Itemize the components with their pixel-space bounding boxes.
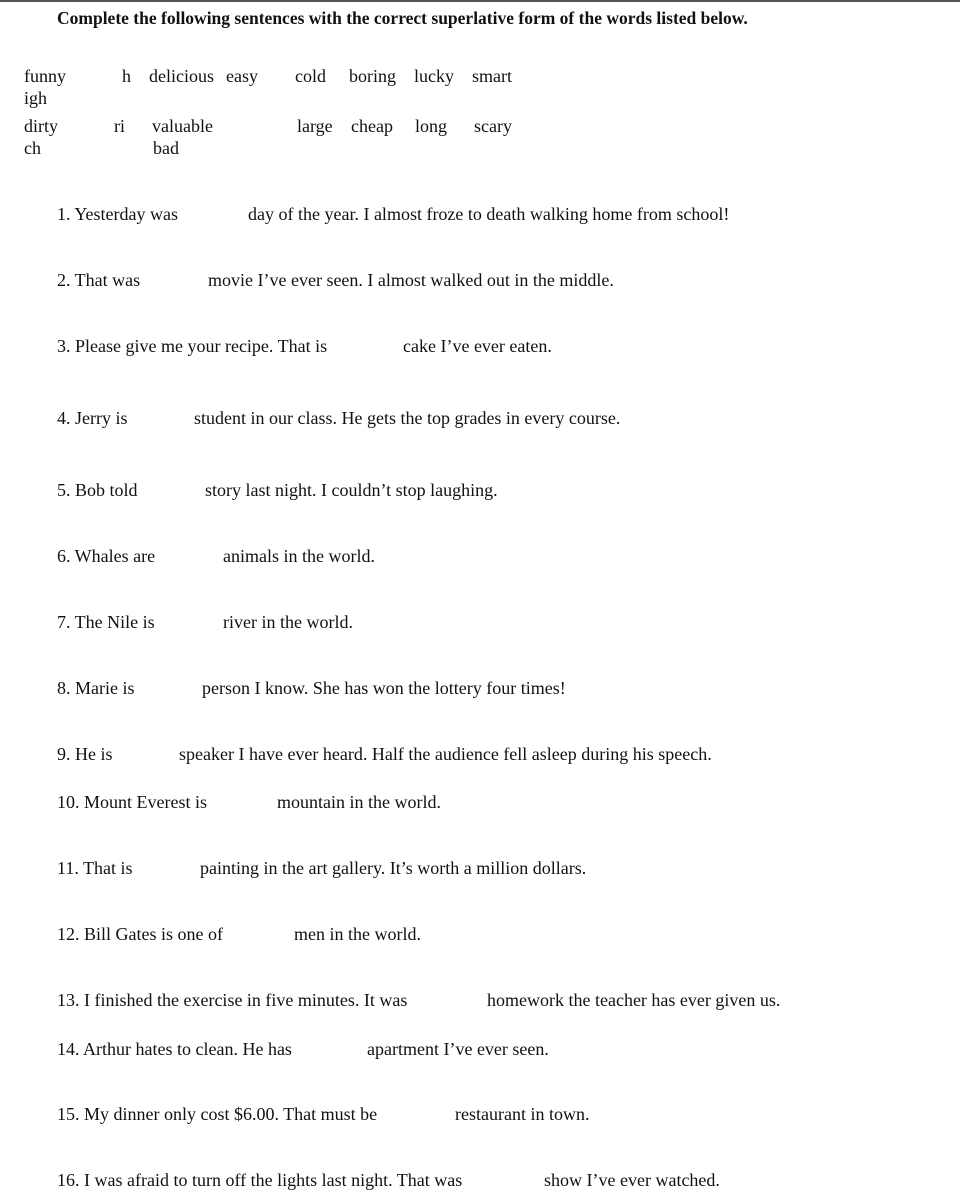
- sentence-before-blank: 6. Whales are: [57, 546, 156, 566]
- sentence-before-blank: 12. Bill Gates is one of: [57, 924, 223, 944]
- word-bank-word: large: [297, 116, 333, 136]
- sentence-after-blank: story last night. I couldn’t stop laughing.: [205, 480, 498, 500]
- word-bank-word: easy: [226, 66, 258, 86]
- sentence-before-blank: 15. My dinner only cost $6.00. That must be: [57, 1104, 378, 1124]
- word-bank-word: dirty: [24, 116, 58, 136]
- sentence-before-blank: 3. Please give me your recipe. That is: [57, 336, 328, 356]
- sentence-item: [57, 611, 353, 633]
- top-border: [0, 0, 960, 2]
- word-bank-word: lucky: [414, 66, 454, 86]
- word-bank-word: igh: [24, 88, 48, 108]
- sentence-before-blank: 5. Bob told: [57, 480, 138, 500]
- sentence-before-blank: 8. Marie is: [57, 678, 135, 698]
- sentence-after-blank: animals in the world.: [223, 546, 375, 566]
- sentence-before-blank: 9. He is: [57, 744, 113, 764]
- sentence-after-blank: restaurant in town.: [455, 1104, 590, 1124]
- sentence-item: [57, 1038, 549, 1060]
- sentence-after-blank: homework the teacher has ever given us.: [487, 990, 781, 1010]
- word-bank-word: h: [122, 66, 131, 86]
- sentence-after-blank: river in the world.: [223, 612, 353, 632]
- sentence-after-blank: men in the world.: [294, 924, 421, 944]
- sentence-item: [57, 1103, 590, 1125]
- sentence-item: [57, 677, 566, 699]
- word-bank-word: delicious: [149, 66, 214, 86]
- sentence-after-blank: person I know. She has won the lottery four times!: [202, 678, 566, 698]
- sentence-after-blank: student in our class. He gets the top grades in every course.: [194, 408, 621, 428]
- sentence-after-blank: day of the year. I almost froze to death walking home from school!: [248, 204, 730, 224]
- sentence-item: [57, 989, 781, 1011]
- sentence-before-blank: 7. The Nile is: [57, 612, 155, 632]
- sentence-after-blank: speaker I have ever heard. Half the audience fell asleep during his speech.: [179, 744, 712, 764]
- word-bank-word: ch: [24, 138, 41, 158]
- word-bank-word: long: [415, 116, 448, 136]
- word-bank-word: scary: [474, 116, 512, 136]
- sentence-after-blank: movie I’ve ever seen. I almost walked out in the middle.: [208, 270, 614, 290]
- word-bank-word: valuable: [152, 116, 213, 136]
- sentence-after-blank: apartment I’ve ever seen.: [367, 1039, 549, 1059]
- sentence-item: [57, 407, 621, 429]
- word-bank-word: cold: [295, 66, 326, 86]
- sentence-after-blank: mountain in the world.: [277, 792, 441, 812]
- sentence-item: [57, 923, 421, 945]
- sentence-item: [57, 743, 712, 765]
- sentence-before-blank: 10. Mount Everest is: [57, 792, 207, 812]
- sentence-after-blank: cake I’ve ever eaten.: [403, 336, 552, 356]
- sentence-item: [57, 203, 730, 225]
- sentence-before-blank: 2. That was: [57, 270, 141, 290]
- sentence-item: [57, 335, 552, 357]
- sentence-item: [57, 545, 375, 567]
- word-bank-word: boring: [349, 66, 396, 86]
- sentence-item: [57, 1169, 720, 1191]
- sentence-before-blank: 13. I finished the exercise in five minutes. It was: [57, 990, 408, 1010]
- sentence-item: [57, 269, 614, 291]
- word-bank-word: cheap: [351, 116, 393, 136]
- sentence-after-blank: show I’ve ever watched.: [544, 1170, 720, 1190]
- sentence-before-blank: 11. That is: [57, 858, 133, 878]
- instruction-heading: Complete the following sentences with the correct superlative form of the words listed below.: [57, 8, 748, 28]
- word-bank-word: bad: [153, 138, 179, 158]
- word-bank-word: funny: [24, 66, 66, 86]
- word-bank-word: smart: [472, 66, 512, 86]
- sentence-before-blank: 4. Jerry is: [57, 408, 128, 428]
- sentence-item: [57, 791, 441, 813]
- sentence-before-blank: 16. I was afraid to turn off the lights last night. That was: [57, 1170, 463, 1190]
- sentence-item: [57, 479, 498, 501]
- sentence-item: [57, 857, 587, 879]
- sentence-before-blank: 14. Arthur hates to clean. He has: [57, 1039, 292, 1059]
- sentence-before-blank: 1. Yesterday was: [57, 204, 178, 224]
- word-bank-word: ri: [114, 116, 125, 136]
- sentence-after-blank: painting in the art gallery. It’s worth a million dollars.: [200, 858, 587, 878]
